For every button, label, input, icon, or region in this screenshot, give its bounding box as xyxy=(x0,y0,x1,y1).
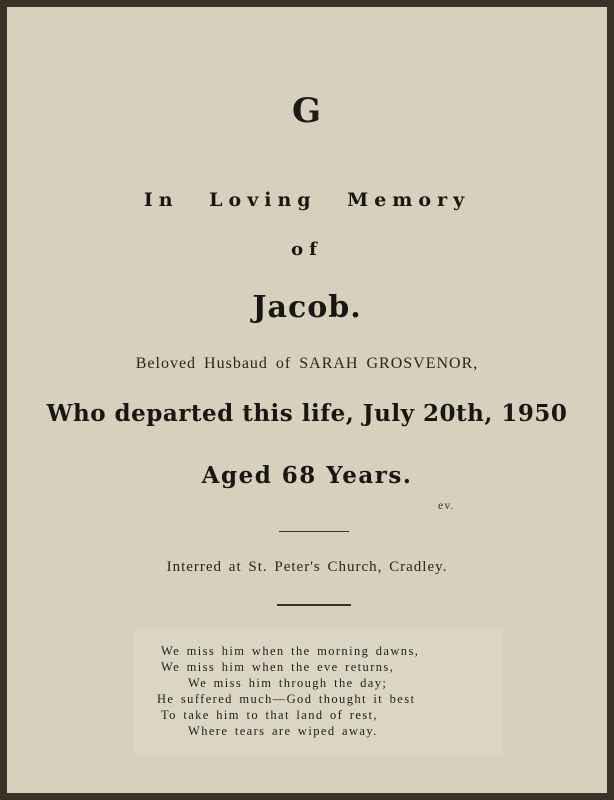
printer-mark: ev. xyxy=(438,498,455,512)
memorial-verse xyxy=(133,629,503,755)
in-loving-memory-heading: In Loving Memory xyxy=(143,189,471,211)
departed-date-line: Who departed this life, July 20th, 1950 xyxy=(46,400,568,427)
interred-line: Interred at St. Peter's Church, Cradley. xyxy=(166,559,448,575)
divider-rule-top xyxy=(279,531,349,532)
verse-line: We miss him through the day; xyxy=(188,676,388,690)
deceased-name: Jacob. xyxy=(252,290,362,325)
verse-line: To take him to that land of rest, xyxy=(161,708,378,722)
verse-line: He suffered much—God thought it best xyxy=(157,692,416,706)
beloved-husband-line: Beloved Husbaud of SARAH GROSVENOR, xyxy=(135,355,479,372)
divider-rule-bottom xyxy=(277,604,351,606)
verse-line: We miss him when the eve returns, xyxy=(161,660,395,674)
verse-line: We miss him when the morning dawns, xyxy=(161,644,420,658)
ornamental-initial: G xyxy=(291,91,323,131)
of-text: of xyxy=(291,239,323,260)
age-line: Aged 68 Years. xyxy=(201,462,413,489)
verse-line: Where tears are wiped away. xyxy=(188,724,378,738)
